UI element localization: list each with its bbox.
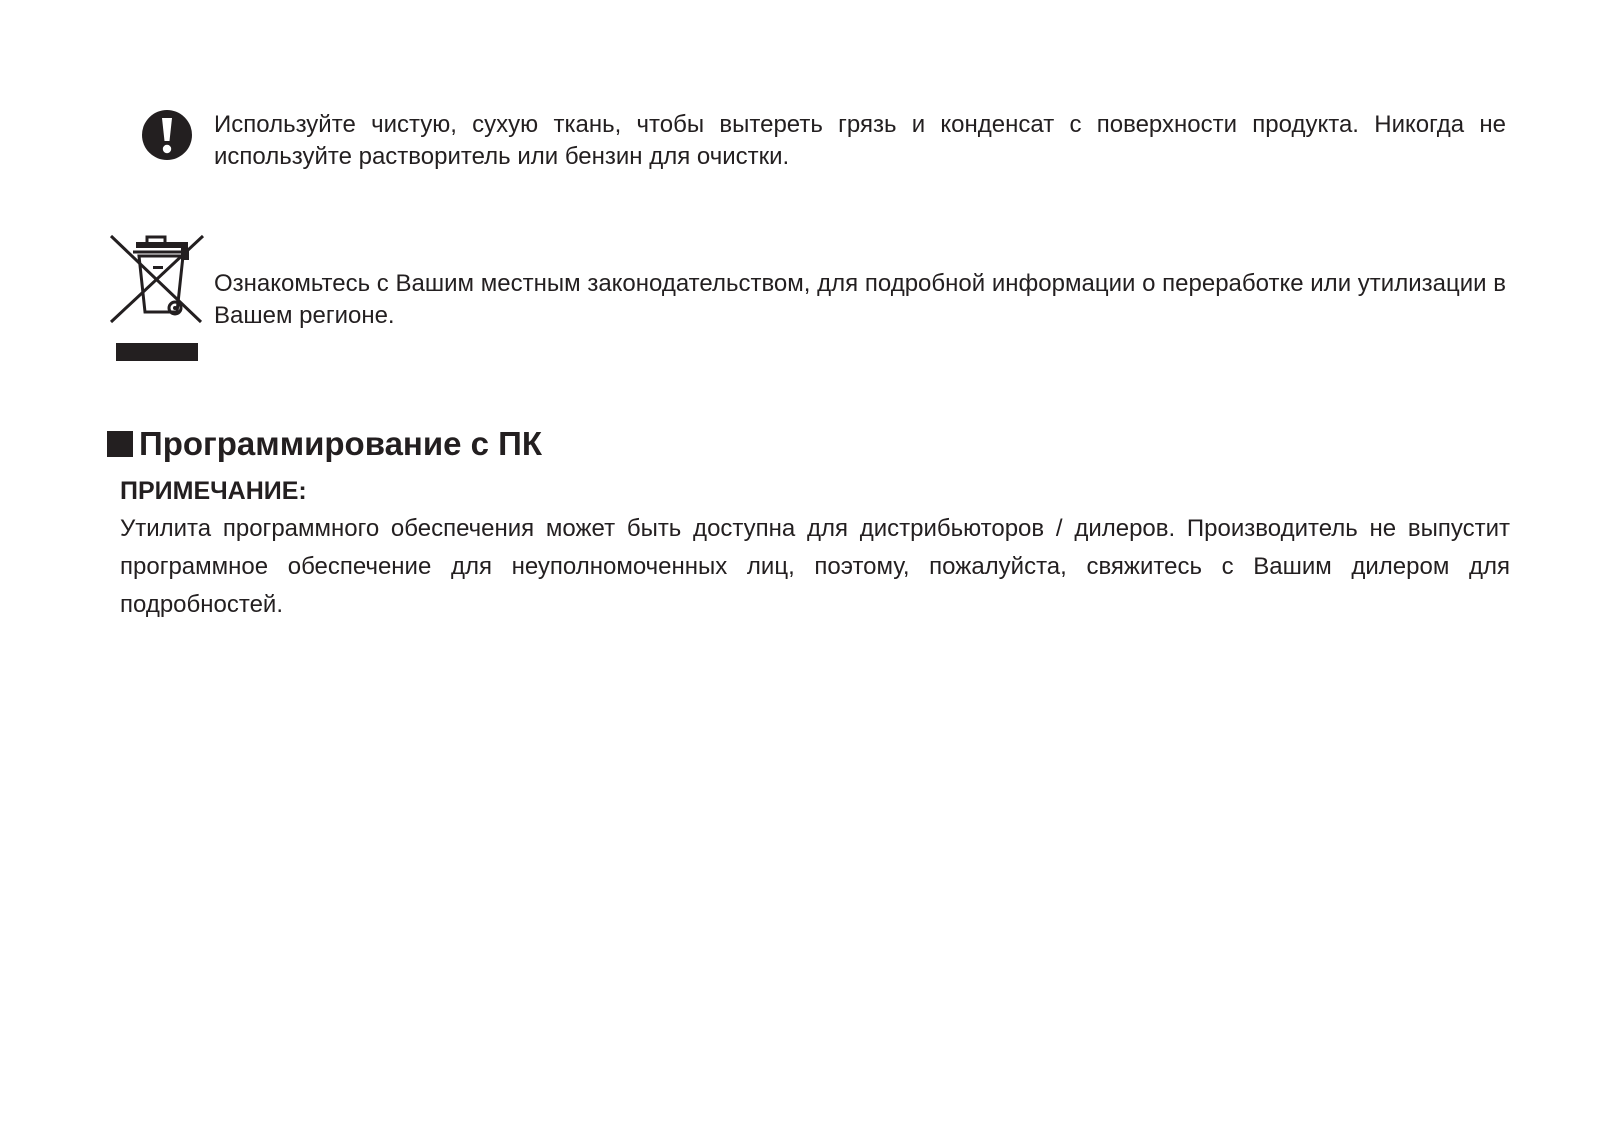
- note-label: ПРИМЕЧАНИЕ:: [120, 477, 307, 505]
- caution-icon-container: [141, 109, 193, 161]
- section-title: Программирование с ПК: [139, 425, 543, 462]
- crossed-out-wheelie-bin-icon: [109, 234, 209, 374]
- cleaning-notice-text: Используйте чистую, сухую ткань, чтобы вытереть грязь и конденсат с поверхности продукта. Никогда не используйте растворитель или бензин для очистки.: [214, 111, 1506, 170]
- weee-icon-container: [109, 234, 209, 374]
- section-heading: [107, 424, 542, 464]
- note-body-text: Утилита программного обеспечения может быть доступна для дистрибьюторов / дилеров. Производитель не выпустит программное обеспечение для неуполномоченных лиц, поэтому, пожалуйста, свяжитесь с Вашим дилером для подробностей.: [120, 515, 1510, 618]
- disposal-notice-text: Ознакомьтесь с Вашим местным законодательством, для подробной информации о переработке или утилизации в Вашем регионе.: [214, 270, 1506, 329]
- exclamation-circle-icon: [141, 109, 193, 161]
- heading-square-icon: [107, 431, 133, 457]
